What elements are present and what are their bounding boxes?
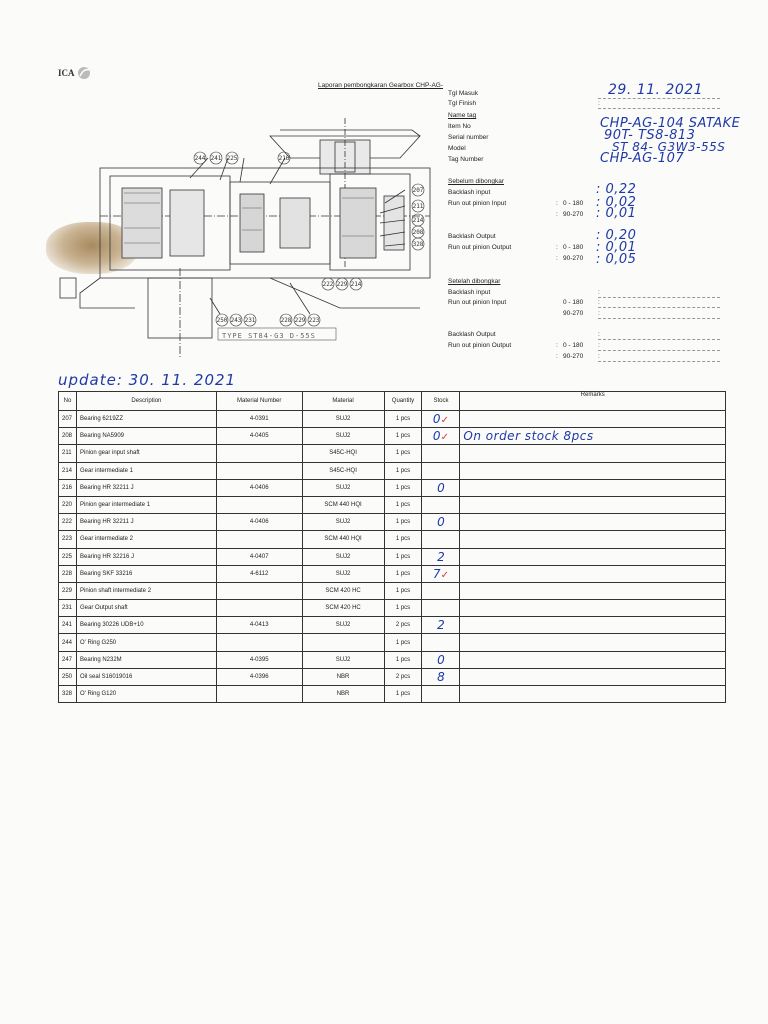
cell-material-number — [216, 531, 302, 548]
cell-stock — [422, 531, 460, 548]
cell-remarks — [460, 514, 726, 531]
label-model: Model — [448, 145, 466, 152]
line-backlash-output-after — [598, 339, 720, 340]
hw-runout-output-1: : 0,01 — [596, 240, 637, 255]
range-runout-output-2: 90-270 — [563, 255, 584, 262]
cell-description: Bearing NA5909 — [76, 428, 216, 445]
header-stock: Stock — [422, 392, 460, 411]
remarks-value: On order stock 8pcs — [463, 429, 594, 444]
cell-quantity: 1 pcs — [384, 686, 422, 703]
cell-description: Bearing HR 32211 J — [76, 479, 216, 496]
cell-no: 214 — [59, 462, 77, 479]
cell-quantity: 1 pcs — [384, 514, 422, 531]
check-mark-icon: ✓ — [440, 569, 449, 581]
callout-231: 231 — [244, 317, 256, 324]
cell-stock — [422, 479, 460, 496]
stock-value: 0 — [432, 412, 441, 427]
table-row — [59, 582, 726, 599]
cell-material: NBR — [302, 668, 384, 685]
colon-runout-input-2: : — [556, 211, 558, 218]
callout-222: 222 — [322, 281, 334, 288]
table-row — [59, 462, 726, 479]
header-description: Description — [76, 392, 216, 411]
callout-244: 244 — [194, 155, 206, 162]
label-backlash-input-after: Backlash input — [448, 289, 491, 296]
callout-211: 211 — [412, 203, 424, 210]
table-row — [59, 651, 726, 668]
header-quantity: Quantity — [384, 392, 422, 411]
callout-207: 207 — [412, 187, 424, 194]
hw-backlash-input: : 0,22 — [596, 182, 637, 197]
range-runout-output-after-2: 90-270 — [563, 353, 584, 360]
hw-runout-input-2: : 0,01 — [596, 206, 637, 221]
callout-225: 225 — [226, 155, 238, 162]
label-item-no: Item No — [448, 123, 471, 130]
cell-no: 208 — [59, 428, 77, 445]
cell-remarks — [460, 428, 726, 445]
cell-material-number: 4-0405 — [216, 428, 302, 445]
cell-material-number: 4-0406 — [216, 514, 302, 531]
hw-model: ST 84- G3W3-55S — [612, 140, 726, 154]
callout-328: 328 — [412, 241, 424, 248]
table-row — [59, 600, 726, 617]
cell-material-number — [216, 686, 302, 703]
colon-runout-output-after-2b: : — [598, 353, 600, 360]
cell-no: 229 — [59, 582, 77, 599]
line-runout-input-after-1 — [598, 307, 720, 308]
cell-material: SUJ2 — [302, 428, 384, 445]
parts-table — [58, 391, 726, 703]
cell-remarks — [460, 496, 726, 513]
range-runout-input-after-2: 90-270 — [563, 310, 584, 317]
stock-value: 2 — [437, 549, 445, 564]
label-backlash-output-before: Backlash Output — [448, 233, 496, 240]
cell-stock — [422, 445, 460, 462]
cell-no: 222 — [59, 514, 77, 531]
header-material-number: Material Number — [216, 392, 302, 411]
line-runout-output-after-1 — [598, 350, 720, 351]
cell-material-number: 4-0391 — [216, 411, 302, 428]
cell-no: 223 — [59, 531, 77, 548]
cell-material: NBR — [302, 686, 384, 703]
cell-material — [302, 634, 384, 651]
cell-description: Bearing 30226 UDB+10 — [76, 617, 216, 634]
label-tgl-masuk: Tgl Masuk — [448, 90, 478, 97]
hw-tag-number: CHP-AG-107 — [600, 151, 685, 166]
cell-material-number: 4-0407 — [216, 548, 302, 565]
cell-material-number — [216, 634, 302, 651]
label-backlash-input-before: Backlash input — [448, 189, 491, 196]
stock-value: 7 — [432, 566, 441, 581]
cell-description: Gear intermediate 2 — [76, 531, 216, 548]
cell-material-number: 4-0396 — [216, 668, 302, 685]
cell-stock — [422, 634, 460, 651]
report-title: Laporan pembongkaran Gearbox CHP-AG- — [318, 82, 444, 89]
cell-description: Bearing SKF 33216 — [76, 565, 216, 582]
range-runout-output-after-1: 0 - 180 — [563, 342, 584, 349]
cell-remarks — [460, 651, 726, 668]
cell-quantity: 2 pcs — [384, 668, 422, 685]
section-before: Sebelum dibongkar — [448, 178, 505, 185]
cell-quantity: 1 pcs — [384, 496, 422, 513]
cell-stock — [422, 565, 460, 582]
cell-stock — [422, 548, 460, 565]
cell-remarks — [460, 548, 726, 565]
line-runout-output-after-2 — [598, 361, 720, 362]
cell-remarks — [460, 462, 726, 479]
cell-stock — [422, 462, 460, 479]
table-row — [59, 514, 726, 531]
cell-material-number — [216, 582, 302, 599]
cell-material-number: 4-6112 — [216, 565, 302, 582]
cell-remarks — [460, 582, 726, 599]
colon-runout-output-1: : — [556, 244, 558, 251]
cell-quantity: 1 pcs — [384, 634, 422, 651]
cell-description: Bearing HR 32211 J — [76, 514, 216, 531]
cell-remarks — [460, 531, 726, 548]
header-no: No — [59, 392, 77, 411]
colon-runout-output-after-2: : — [556, 353, 558, 360]
callout-243: 243 — [230, 317, 242, 324]
cell-material-number: 4-0406 — [216, 479, 302, 496]
header-material: Material — [302, 392, 384, 411]
cell-no: 211 — [59, 445, 77, 462]
cell-no: 250 — [59, 668, 77, 685]
label-backlash-output-after: Backlash Output — [448, 331, 496, 338]
hw-backlash-output: : 0,20 — [596, 228, 637, 243]
table-row — [59, 445, 726, 462]
cell-material-number — [216, 445, 302, 462]
drawing-type-label: TYPE ST84-G3 D-55S — [222, 332, 316, 340]
cell-description: O' Ring G120 — [76, 686, 216, 703]
cell-stock — [422, 582, 460, 599]
cell-remarks — [460, 411, 726, 428]
cell-material: S45C-HQI — [302, 462, 384, 479]
range-runout-input-after-1: 0 - 180 — [563, 299, 584, 306]
cell-no: 220 — [59, 496, 77, 513]
callout-250: 250 — [216, 317, 228, 324]
logo-text: ICA — [58, 68, 75, 78]
stock-value: 0 — [437, 480, 445, 495]
cell-no: 228 — [59, 565, 77, 582]
cell-stock — [422, 651, 460, 668]
cell-remarks — [460, 479, 726, 496]
line-backlash-input-after — [598, 297, 720, 298]
cell-no: 231 — [59, 600, 77, 617]
cell-remarks — [460, 445, 726, 462]
table-row — [59, 686, 726, 703]
callout-208: 208 — [412, 229, 424, 236]
cell-material-number — [216, 462, 302, 479]
cell-description: Bearing HR 32216 J — [76, 548, 216, 565]
cell-material: SCM 420 HC — [302, 582, 384, 599]
cell-no: 244 — [59, 634, 77, 651]
cell-stock — [422, 428, 460, 445]
label-runout-input-after: Run out pinion Input — [448, 299, 507, 306]
cell-description: Oil seal S16019016 — [76, 668, 216, 685]
cell-no: 207 — [59, 411, 77, 428]
cell-material-number — [216, 600, 302, 617]
cell-material: SUJ2 — [302, 651, 384, 668]
cell-quantity: 1 pcs — [384, 582, 422, 599]
cell-material: S45C-HQI — [302, 445, 384, 462]
label-serial-number: Serial number — [448, 134, 489, 141]
colon-backlash-output-after: : — [598, 331, 600, 338]
hw-runout-input-1: : 0,02 — [596, 195, 637, 210]
stock-value: 2 — [437, 618, 445, 633]
cell-material-number — [216, 496, 302, 513]
cell-quantity: 1 pcs — [384, 600, 422, 617]
colon-runout-input-1: : — [556, 200, 558, 207]
cell-no: 241 — [59, 617, 77, 634]
cell-quantity: 1 pcs — [384, 428, 422, 445]
label-runout-output-after: Run out pinion Output — [448, 342, 512, 349]
cell-material-number: 4-0413 — [216, 617, 302, 634]
cell-material: SUJ2 — [302, 479, 384, 496]
callout-223: 223 — [308, 317, 320, 324]
cell-description: Gear Output shaft — [76, 600, 216, 617]
cell-no: 225 — [59, 548, 77, 565]
table-row — [59, 411, 726, 428]
cell-remarks — [460, 565, 726, 582]
cell-no: 328 — [59, 686, 77, 703]
cell-quantity: 1 pcs — [384, 411, 422, 428]
cell-description: Pinion gear input shaft — [76, 445, 216, 462]
hw-item-no: CHP-AG-104 SATAKE — [600, 116, 741, 131]
label-name-tag: Name tag — [448, 112, 477, 119]
cell-description: Pinion gear intermediate 1 — [76, 496, 216, 513]
hw-serial-number: 90T- TS8-813 — [604, 128, 696, 143]
cell-no: 247 — [59, 651, 77, 668]
cell-material: SCM 440 HQI — [302, 531, 384, 548]
section-after: Setelah dibongkar — [448, 278, 501, 285]
cell-no: 216 — [59, 479, 77, 496]
cell-quantity: 1 pcs — [384, 565, 422, 582]
range-runout-input-1: 0 - 180 — [563, 200, 584, 207]
cell-stock — [422, 600, 460, 617]
cell-stock — [422, 514, 460, 531]
line-tgl-masuk — [598, 98, 720, 99]
table-row — [59, 548, 726, 565]
range-runout-input-2: 90-270 — [563, 211, 584, 218]
cell-material: SUJ2 — [302, 617, 384, 634]
hw-update-date: update: 30. 11. 2021 — [58, 371, 237, 389]
stock-value: 0 — [437, 652, 445, 667]
cell-quantity: 1 pcs — [384, 548, 422, 565]
cell-quantity: 2 pcs — [384, 617, 422, 634]
table-row — [59, 428, 726, 445]
line-tgl-finish — [598, 108, 720, 109]
cell-stock — [422, 411, 460, 428]
label-tag-number: Tag Number — [448, 156, 484, 163]
cell-stock — [422, 617, 460, 634]
table-row — [59, 496, 726, 513]
callout-216: 216 — [278, 155, 290, 162]
cell-remarks — [460, 600, 726, 617]
cell-stock — [422, 668, 460, 685]
cell-material: SUJ2 — [302, 514, 384, 531]
table-row — [59, 668, 726, 685]
colon-backlash-input-after: : — [598, 289, 600, 296]
callout-214-mid: 214 — [350, 281, 362, 288]
cell-material: SUJ2 — [302, 411, 384, 428]
cell-description: Pinion shaft intermediate 2 — [76, 582, 216, 599]
label-tgl-finish: Tgl Finish — [448, 100, 477, 107]
cell-material: SUJ2 — [302, 548, 384, 565]
cell-quantity: 1 pcs — [384, 531, 422, 548]
cell-description: Bearing 6219ZZ — [76, 411, 216, 428]
gearbox-drawing — [40, 118, 440, 358]
stock-value: 0 — [432, 429, 441, 444]
cell-description: Bearing N232M — [76, 651, 216, 668]
cell-remarks — [460, 634, 726, 651]
label-runout-input-before: Run out pinion Input — [448, 200, 507, 207]
cell-quantity: 1 pcs — [384, 651, 422, 668]
table-header-row — [59, 392, 726, 411]
callout-214: 214 — [412, 217, 424, 224]
cell-material-number: 4-0395 — [216, 651, 302, 668]
cell-remarks — [460, 686, 726, 703]
table-body — [59, 411, 726, 703]
cell-description: Gear intermediate 1 — [76, 462, 216, 479]
cell-stock — [422, 496, 460, 513]
cell-description: O' Ring G250 — [76, 634, 216, 651]
check-mark-icon: ✓ — [440, 415, 449, 427]
table-row — [59, 634, 726, 651]
table-row — [59, 565, 726, 582]
table-row — [59, 617, 726, 634]
cell-material: SCM 440 HQI — [302, 496, 384, 513]
colon-runout-output-after-1b: : — [598, 342, 600, 349]
callout-228: 228 — [280, 317, 292, 324]
header-remarks: Remarks — [460, 392, 726, 411]
stock-value: 8 — [437, 669, 445, 684]
callout-229-mid: 229 — [336, 281, 348, 288]
callout-241: 241 — [210, 155, 222, 162]
check-mark-icon: ✓ — [440, 432, 449, 444]
hw-tgl-masuk: 29. 11. 2021 — [608, 82, 704, 98]
cell-remarks — [460, 617, 726, 634]
callout-229: 229 — [294, 317, 306, 324]
cell-quantity: 1 pcs — [384, 462, 422, 479]
cell-quantity: 1 pcs — [384, 445, 422, 462]
table-row — [59, 531, 726, 548]
line-runout-input-after-2 — [598, 318, 720, 319]
cell-remarks — [460, 668, 726, 685]
colon-runout-input-after-2: : — [598, 310, 600, 317]
range-runout-output-1: 0 - 180 — [563, 244, 584, 251]
colon-finish: : — [598, 100, 600, 107]
colon-runout-output-2: : — [556, 255, 558, 262]
cell-quantity: 1 pcs — [384, 479, 422, 496]
cell-material: SCM 420 HC — [302, 600, 384, 617]
table-row — [59, 479, 726, 496]
hw-runout-output-2: : 0,05 — [596, 252, 637, 267]
cell-stock — [422, 686, 460, 703]
label-runout-output-before: Run out pinion Output — [448, 244, 512, 251]
stock-value: 0 — [437, 515, 445, 530]
colon-runout-output-after-1: : — [556, 342, 558, 349]
cell-material: SUJ2 — [302, 565, 384, 582]
colon-runout-input-after-1: : — [598, 299, 600, 306]
